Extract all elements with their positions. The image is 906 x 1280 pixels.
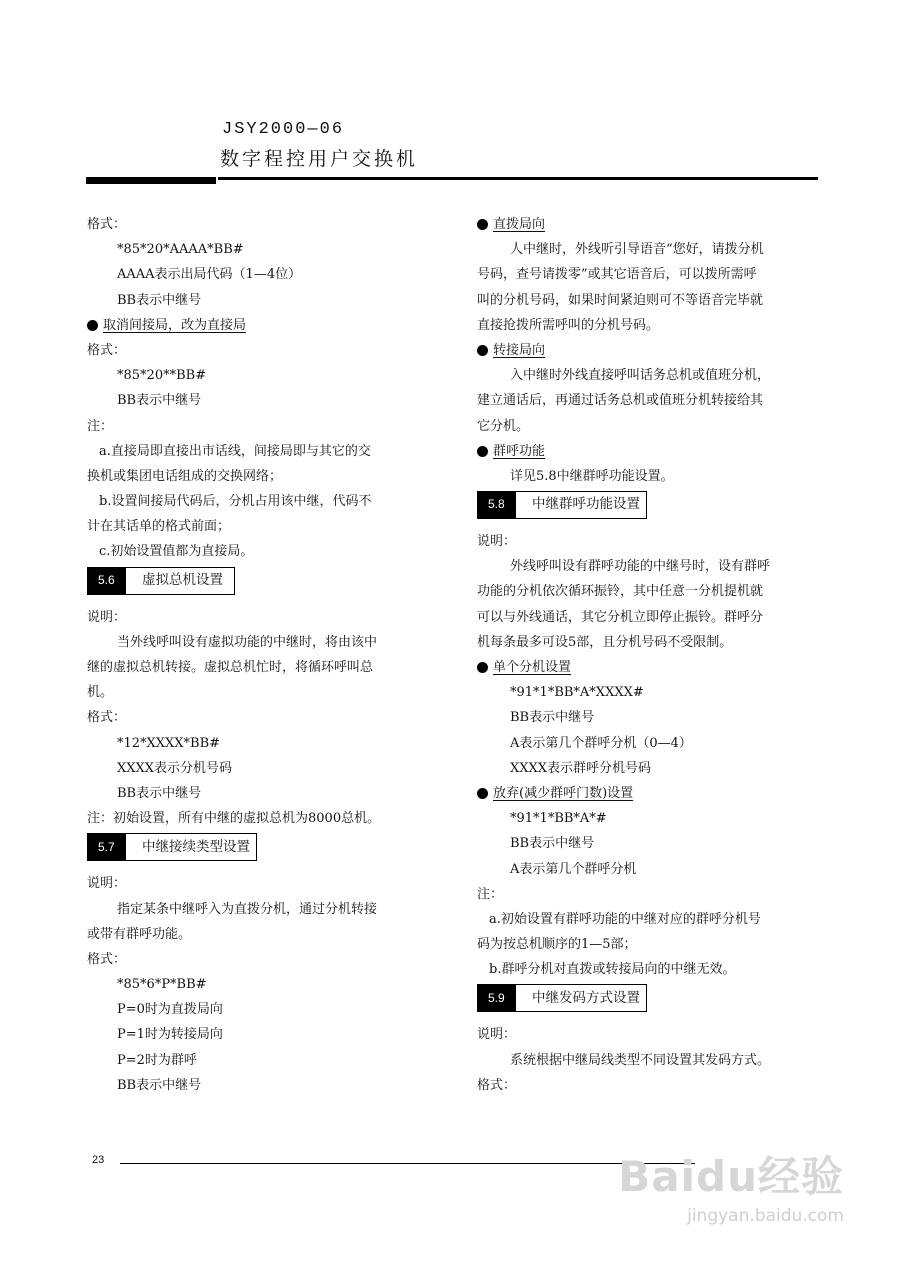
- subheading-text: 群呼功能: [493, 443, 546, 459]
- subheading-text: 取消间接局，改为直接局: [103, 317, 247, 333]
- text-line: 可以与外线通话，其它分机立即停止振铃。群呼分: [477, 609, 764, 625]
- section-title: 中继群呼功能设置: [532, 496, 640, 513]
- text-line: 码为按总机顺序的1—5部；: [477, 937, 637, 953]
- section-title: 中继发码方式设置: [532, 989, 640, 1006]
- subheading-text: 单个分机设置: [493, 660, 572, 675]
- text-line: BB表示中继号: [510, 710, 595, 726]
- text-line: P=0时为直拨局向: [117, 1002, 223, 1018]
- bullet-icon: [477, 345, 488, 356]
- format-code: *85*6*P*BB#: [117, 977, 207, 993]
- format-code: *12*XXXX*BB#: [117, 735, 221, 751]
- footer-rule: [120, 1163, 695, 1164]
- document-code: JSY2000—06: [222, 120, 345, 139]
- bullet-icon: [477, 788, 488, 799]
- text-line: 格式：: [87, 710, 127, 726]
- text-line: 它分机。: [477, 418, 530, 434]
- section-heading-5-8: [477, 491, 822, 519]
- text-line: 指定某条中继呼入为直拨分机，通过分机转接: [117, 901, 378, 917]
- text-line: BB表示中继号: [117, 1077, 202, 1093]
- text-line: P=1时为转接局向: [117, 1027, 223, 1043]
- bullet-icon: [477, 446, 488, 457]
- text-line: 格式：: [87, 951, 127, 967]
- text-line: 当外线呼叫设有虚拟功能的中继时，将由该中: [117, 634, 378, 650]
- text-line: 格式：: [87, 217, 127, 232]
- text-line: 格式：: [477, 1077, 517, 1093]
- subheading-text: 转接局向: [493, 342, 546, 358]
- page-number: 23: [92, 1154, 105, 1166]
- text-line: 叫的分机号码，如果时间紧迫则可不等语音完毕就: [477, 292, 764, 308]
- text-line: b.群呼分机对直拨或转接局向的中继无效。: [489, 962, 736, 978]
- document-title: 数字程控用户交换机: [220, 148, 419, 170]
- text-line: 注：: [87, 418, 114, 434]
- format-code: *85*20*AAAA*BB#: [117, 242, 244, 258]
- section-number: 5.8: [478, 492, 516, 518]
- section-heading-5-9: [477, 984, 822, 1012]
- text-line: XXXX表示分机号码: [117, 760, 233, 776]
- text-line: 说明：: [87, 876, 127, 892]
- text-line: 格式：: [87, 342, 127, 358]
- format-code: *85*20**BB#: [117, 368, 207, 384]
- text-line: 说明：: [477, 1027, 517, 1043]
- text-line: 建立通话后，再通过话务总机或值班分机转接给其: [477, 393, 764, 409]
- section-title: 虚拟总机设置: [142, 572, 223, 589]
- header-rule-thick: [86, 177, 216, 184]
- header-rule-thin: [218, 177, 818, 180]
- text-line: 说明：: [87, 609, 127, 625]
- text-line: 人中继时，外线听引导语音“您好，请拨分机: [510, 242, 764, 258]
- text-line: A表示第几个群呼分机（0—4）: [510, 735, 692, 751]
- section-heading-5-6: [87, 567, 432, 595]
- bullet-icon: [87, 320, 98, 331]
- subheading-text: 放弃(减少群呼门数)设置: [493, 785, 634, 801]
- text-line: a.直接局即直接出市话线，间接局即与其它的交: [99, 443, 371, 459]
- text-line: 机每条最多可设5部，且分机号码不受限制。: [477, 634, 733, 650]
- text-line: 详见5.8中继群呼功能设置。: [510, 468, 674, 484]
- text-line: 入中继时外线直接呼叫话务总机或值班分机，: [510, 368, 771, 384]
- text-line: b.设置间接局代码后，分机占用该中继，代码不: [99, 494, 372, 510]
- subheading-transfer: [477, 338, 822, 363]
- text-line: 功能的分机依次循环振铃，其中任意一分机提机就: [477, 584, 764, 600]
- text-line: 外线呼叫设有群呼功能的中继号时，设有群呼: [510, 559, 771, 575]
- watermark-url: jingyan.baidu.com: [687, 1206, 844, 1226]
- text-line: 直接抢拨所需呼叫的分机号码。: [477, 317, 660, 333]
- text-line: 注：: [477, 886, 504, 902]
- text-line: 继的虚拟总机转接。虚拟总机忙时，将循环呼叫总: [87, 660, 374, 675]
- watermark-logo: Baidu经验: [618, 1152, 844, 1201]
- subheading-cancel-indirect: [87, 313, 432, 338]
- text-line: BB表示中继号: [117, 292, 202, 308]
- text-line: AAAA表示出局代码（1—4位）: [117, 267, 302, 283]
- text-line: XXXX表示群呼分机号码: [510, 760, 652, 776]
- text-line: 注：初始设置，所有中继的虚拟总机为8000总机。: [87, 811, 381, 827]
- subheading-group-call: [477, 439, 822, 464]
- bullet-icon: [477, 219, 488, 230]
- right-column: [477, 212, 822, 1098]
- left-column: [87, 212, 432, 1098]
- watermark: [618, 1144, 844, 1226]
- text-line: 计在其话单的格式前面；: [87, 519, 231, 535]
- bullet-icon: [477, 662, 488, 673]
- text-line: a.初始设置有群呼功能的中继对应的群呼分机号: [489, 911, 761, 927]
- text-line: 或带有群呼功能。: [87, 926, 192, 942]
- text-line: 说明：: [477, 534, 517, 550]
- subheading-direct-dial: [477, 212, 822, 237]
- section-heading-5-7: [87, 833, 432, 861]
- text-line: 机。: [87, 685, 114, 701]
- text-line: BB表示中继号: [117, 393, 202, 409]
- subheading-single-extension: [477, 655, 822, 680]
- section-title: 中继接续类型设置: [142, 838, 250, 855]
- text-line: BB表示中继号: [117, 785, 202, 801]
- section-number: 5.7: [88, 834, 126, 860]
- text-line: 号码，查号请拨零”或其它语音后，可以拨所需呼: [477, 267, 757, 283]
- text-line: 换机或集团电话组成的交换网络；: [87, 468, 283, 484]
- section-number: 5.9: [478, 985, 516, 1011]
- format-code: *91*1*BB*A*#: [510, 811, 607, 827]
- text-line: A表示第几个群呼分机: [510, 861, 637, 877]
- format-code: *91*1*BB*A*XXXX#: [510, 685, 644, 701]
- text-line: BB表示中继号: [510, 836, 595, 852]
- subheading-text: 直拨局向: [493, 217, 546, 232]
- text-line: P=2时为群呼: [117, 1052, 197, 1068]
- text-line: c.初始设置值都为直接局。: [99, 544, 254, 560]
- subheading-abandon: [477, 781, 822, 806]
- text-line: 系统根据中继局线类型不同设置其发码方式。: [510, 1052, 771, 1068]
- section-number: 5.6: [88, 568, 126, 594]
